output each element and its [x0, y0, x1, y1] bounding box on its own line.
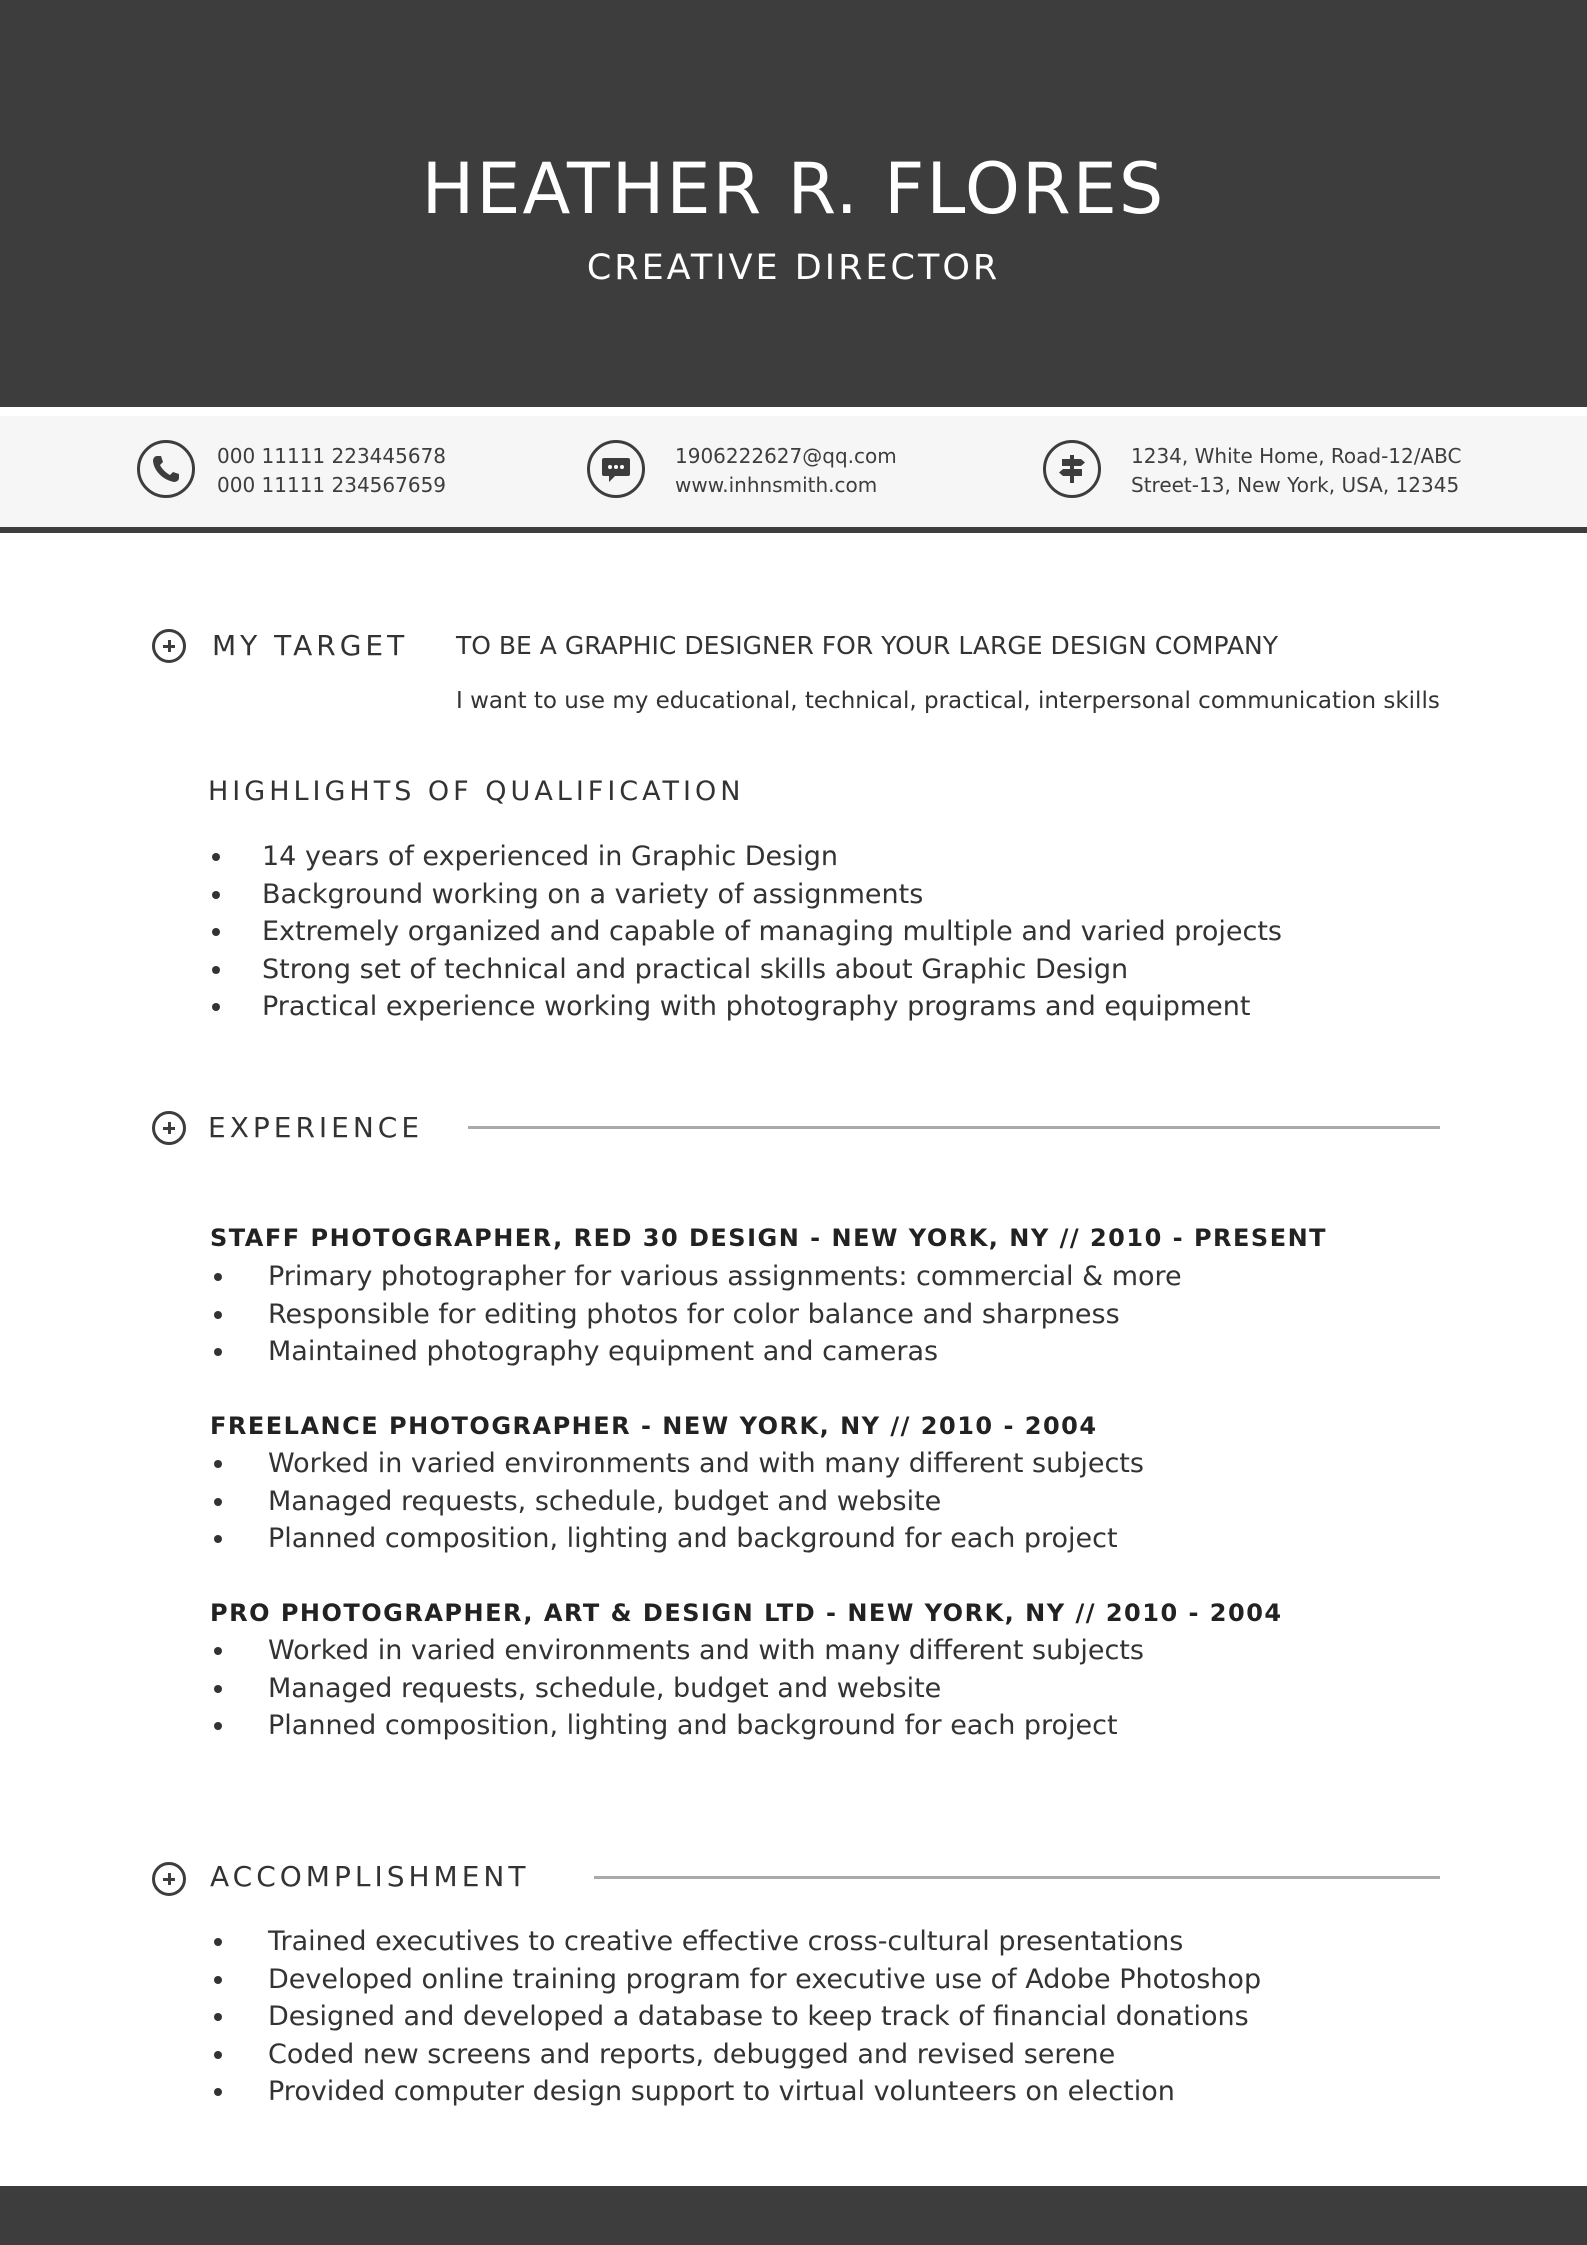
- section-divider: [468, 1126, 1440, 1129]
- candidate-name: HEATHER R. FLORES: [421, 148, 1166, 230]
- section-title-target: MY TARGET: [212, 629, 409, 662]
- highlights-list: [208, 838, 1282, 1026]
- target-headline: TO BE A GRAPHIC DESIGNER FOR YOUR LARGE DESIGN COMPANY: [456, 631, 1279, 660]
- list-item: Background working on a variety of assignments: [208, 876, 1282, 914]
- job-title: PRO PHOTOGRAPHER, ART & DESIGN LTD - NEW YORK, NY // 2010 - 2004: [210, 1599, 1283, 1627]
- list-item: 14 years of experienced in Graphic Design: [208, 838, 1282, 876]
- plus-circle-icon: [152, 1862, 186, 1896]
- section-title-accomplishment: ACCOMPLISHMENT: [210, 1860, 530, 1893]
- plus-circle-icon: [152, 629, 186, 663]
- job-duties-list: [210, 1632, 1144, 1745]
- list-item: Provided computer design support to virtual volunteers on election: [210, 2073, 1261, 2111]
- header-banner: [0, 0, 1587, 407]
- list-item: Maintained photography equipment and cameras: [210, 1333, 1182, 1371]
- section-divider: [594, 1876, 1440, 1879]
- list-item: Extremely organized and capable of managing multiple and varied projects: [208, 913, 1282, 951]
- list-item: Practical experience working with photography programs and equipment: [208, 988, 1282, 1026]
- job-duties-list: [210, 1445, 1144, 1558]
- email-address: 1906222627@qq.com: [675, 444, 897, 468]
- plus-circle-icon: [152, 1111, 186, 1145]
- candidate-role: CREATIVE DIRECTOR: [586, 248, 1001, 288]
- address-line-1: 1234, White Home, Road-12/ABC: [1131, 444, 1462, 468]
- list-item: Planned composition, lighting and background for each project: [210, 1520, 1144, 1558]
- job-duties-list: [210, 1258, 1182, 1371]
- list-item: Coded new screens and reports, debugged and revised serene: [210, 2036, 1261, 2074]
- job-title: FREELANCE PHOTOGRAPHER - NEW YORK, NY // 2010 - 2004: [210, 1412, 1098, 1440]
- section-title-experience: EXPERIENCE: [208, 1111, 424, 1144]
- website: www.inhnsmith.com: [675, 473, 878, 497]
- list-item: Developed online training program for executive use of Adobe Photoshop: [210, 1961, 1261, 1999]
- contact-bar-divider: [0, 527, 1587, 533]
- job-title: STAFF PHOTOGRAPHER, RED 30 DESIGN - NEW YORK, NY // 2010 - PRESENT: [210, 1224, 1328, 1252]
- list-item: Primary photographer for various assignments: commercial & more: [210, 1258, 1182, 1296]
- list-item: Designed and developed a database to keep track of financial donations: [210, 1998, 1261, 2036]
- accomplishment-list: [210, 1923, 1261, 2111]
- list-item: Worked in varied environments and with many different subjects: [210, 1632, 1144, 1670]
- chat-icon: [587, 440, 645, 498]
- target-text: I want to use my educational, technical, practical, interpersonal communication skills: [456, 688, 1440, 714]
- phone-number-1: 000 11111 223445678: [217, 444, 447, 468]
- list-item: Managed requests, schedule, budget and website: [210, 1483, 1144, 1521]
- list-item: Trained executives to creative effective cross-cultural presentations: [210, 1923, 1261, 1961]
- list-item: Strong set of technical and practical skills about Graphic Design: [208, 951, 1282, 989]
- phone-icon: [137, 440, 195, 498]
- list-item: Worked in varied environments and with many different subjects: [210, 1445, 1144, 1483]
- signpost-icon: [1043, 440, 1101, 498]
- list-item: Responsible for editing photos for color balance and sharpness: [210, 1296, 1182, 1334]
- list-item: Planned composition, lighting and background for each project: [210, 1707, 1144, 1745]
- section-title-highlights: HIGHLIGHTS OF QUALIFICATION: [208, 776, 745, 807]
- footer-band: [0, 2186, 1587, 2245]
- phone-number-2: 000 11111 234567659: [217, 473, 447, 497]
- address-line-2: Street-13, New York, USA, 12345: [1131, 473, 1460, 497]
- list-item: Managed requests, schedule, budget and website: [210, 1670, 1144, 1708]
